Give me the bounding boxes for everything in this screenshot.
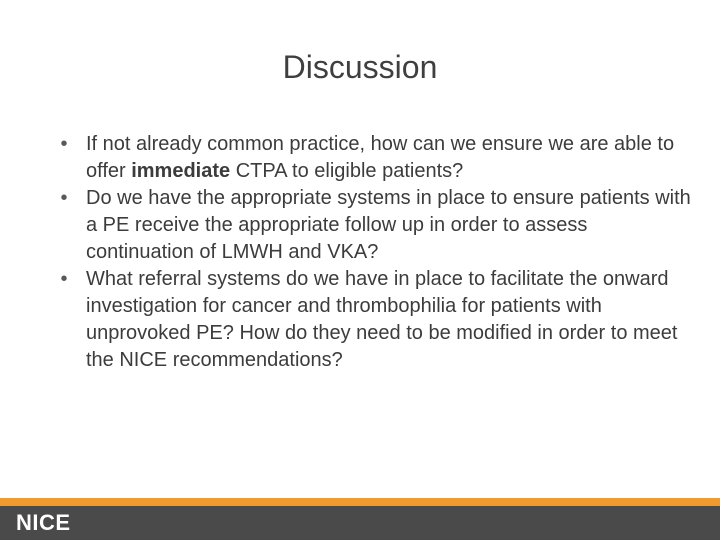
bullet-list [54, 131, 694, 374]
bullet-item [54, 266, 694, 374]
bullet-item [54, 185, 694, 266]
slide-title: Discussion [282, 49, 438, 85]
bullet-text-post: CTPA to eligible patients? [230, 160, 464, 182]
bullet-marker: • [60, 133, 68, 155]
bullet-item [54, 131, 694, 185]
bullet-text-pre: If not already common practice, how can we ensure we are able to offer [86, 133, 675, 182]
footer-accent-stripe [0, 498, 720, 506]
bullet-marker: • [60, 268, 68, 290]
bullet-text: What referral systems do we have in place to facilitate the onward investigation for cancer and thrombophilia for patients with unprovoked PE? How do they need to be modified in order to meet the NICE recommendations? [86, 268, 678, 371]
bullet-text: Do we have the appropriate systems in place to ensure patients with a PE receive the appropriate follow up in order to assess continuation of LMWH and VKA? [86, 187, 691, 263]
bullet-marker: • [60, 187, 68, 209]
footer-bar [0, 498, 720, 540]
nice-logo: NICE [16, 510, 71, 535]
bullet-text-emphasis: immediate [131, 160, 231, 182]
